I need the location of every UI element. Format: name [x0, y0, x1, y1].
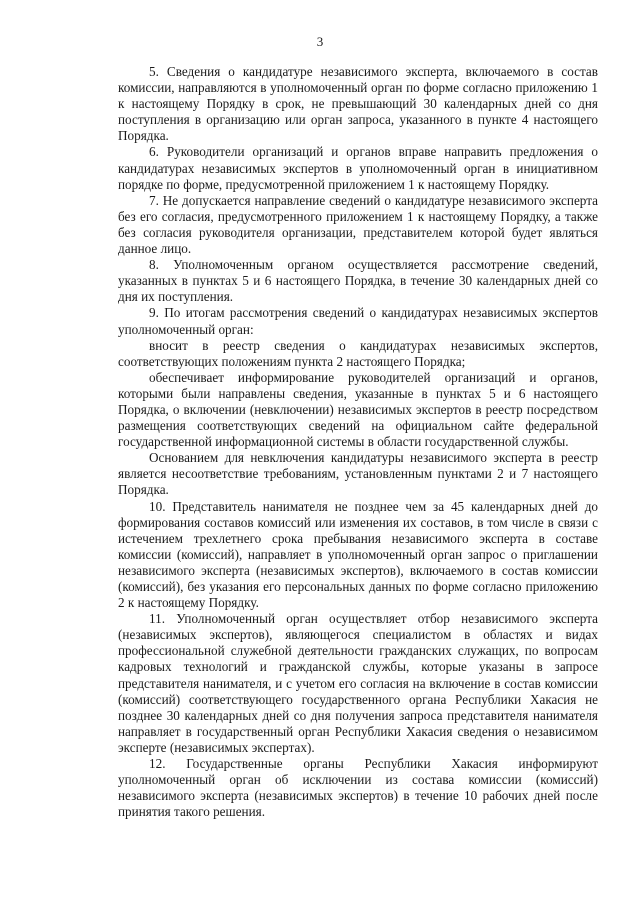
paragraph-9: 9. По итогам рассмотрения сведений о кандидатурах независимых экспертов уполномоченный орган:: [118, 305, 598, 337]
paragraph-10: 10. Представитель нанимателя не позднее чем за 45 календарных дней до формирования составов комиссий или изменения их составов, в том числе в связи с истечением трехлетнего срока пребывания независимого эксперта в составе комиссии (комиссий), направляет в уполномоченный орган запрос о приглашении независимого эксперта (независимых экспертов), включаемого в состав комиссии (комиссий), без указания его персональных данных по форме согласно приложению 2 к настоящему Порядку.: [118, 498, 598, 611]
paragraph-11: 11. Уполномоченный орган осуществляет отбор независимого эксперта (независимых экспертов), являющегося специалистом в областях и видах профессиональной служебной деятельности гражданских служащих, по вопросам кадровых технологий и гражданской службы, которые указаны в запросе представителя нанимателя, и с учетом его согласия на включение в состав комиссии (комиссий) соответствующего государственного органа Республики Хакасия не позднее 30 календарных дней со дня получения запроса представителя нанимателя направляет в государственный орган Республики Хакасия сведения о независимом эксперте (независимых экспертах).: [118, 611, 598, 755]
paragraph-9-grounds: Основанием для невключения кандидатуры независимого эксперта в реестр является несоответствие требованиям, установленным пунктами 2 и 7 настоящего Порядка.: [118, 450, 598, 498]
paragraph-7: 7. Не допускается направление сведений о кандидатуре независимого эксперта без его согласия, предусмотренного приложением 1 к настоящему Порядку, а также без согласия руководителя организации, представителем которой будет являться данное лицо.: [118, 192, 598, 257]
paragraph-9-item-informing: обеспечивает информирование руководителей организаций и органов, которыми были направлены сведения, указанные в пунктах 5 и 6 настоящего Порядка, о включении (невключении) независимых экспертов в реестр посредством размещения соответствующих сведений на официальном сайте федеральной государственной информационной системы в области государственной службы.: [118, 369, 598, 450]
document-body: [118, 64, 598, 820]
paragraph-8: 8. Уполномоченным органом осуществляется рассмотрение сведений, указанных в пунктах 5 и 6 настоящего Порядка, в течение 30 календарных дней со дня их поступления.: [118, 257, 598, 305]
page-number: 3: [316, 34, 324, 49]
paragraph-6: 6. Руководители организаций и органов вправе направить предложения о кандидатурах независимых экспертов в уполномоченный орган в инициативном порядке по форме, предусмотренной приложением 1 к настоящему Порядку.: [118, 144, 598, 192]
paragraph-9-item-registry: вносит в реестр сведения о кандидатурах независимых экспертов, соответствующих положениям пункта 2 настоящего Порядка;: [118, 337, 598, 369]
paragraph-12: 12. Государственные органы Республики Хакасия информируют уполномоченный орган об исключении из состава комиссии (комиссий) независимого эксперта (независимых экспертов) в течение 10 рабочих дней после принятия такого решения.: [118, 756, 598, 820]
paragraph-5: 5. Сведения о кандидатуре независимого эксперта, включаемого в состав комиссии, направляются в уполномоченный орган по форме согласно приложению 1 к настоящему Порядку в срок, не превышающий 30 календарных дней со дня поступления в организацию или орган запроса, указанного в пункте 4 настоящего Порядка.: [118, 64, 598, 144]
